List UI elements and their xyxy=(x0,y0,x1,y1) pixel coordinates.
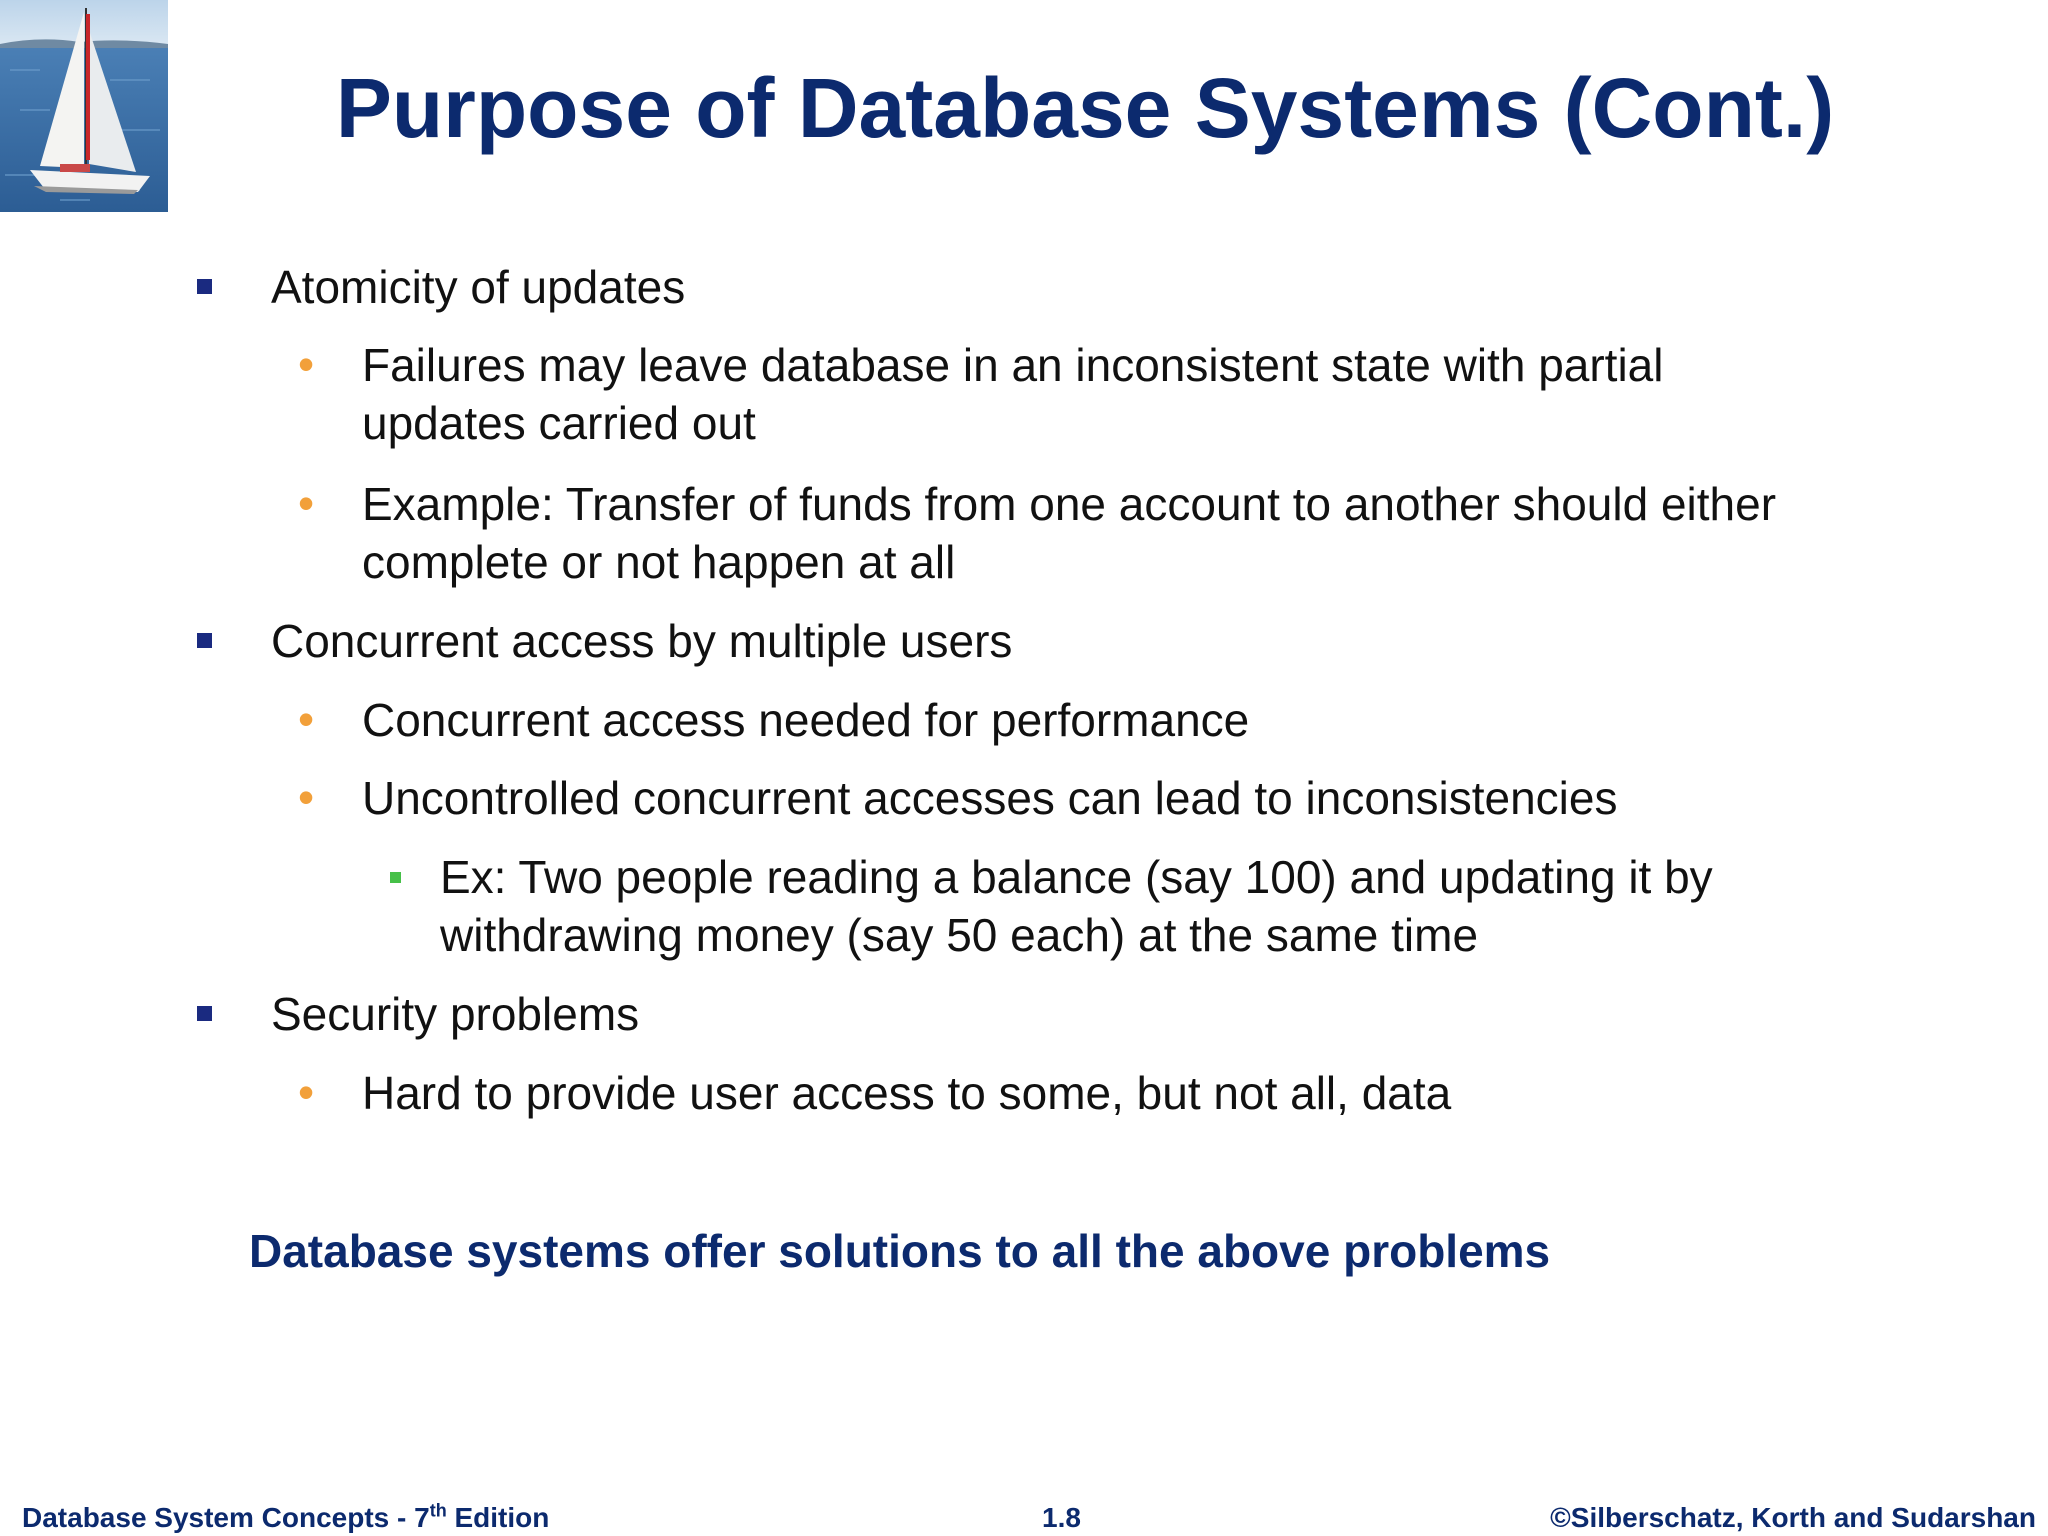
bullet-text: Hard to provide user access to some, but not all, data xyxy=(362,1067,1452,1119)
green-square-bullet-icon xyxy=(390,872,401,883)
dot-bullet-icon: • xyxy=(298,338,315,390)
footer-title-suffix: Edition xyxy=(446,1502,550,1533)
bullet-atomicity xyxy=(271,258,685,316)
conclusion-text: Database systems offer solutions to all the above problems xyxy=(249,1225,1551,1277)
bullet-line: withdrawing money (say 50 each) at the same time xyxy=(440,909,1479,961)
bullet-line: updates carried out xyxy=(362,397,756,449)
sailboat-logo xyxy=(0,0,168,212)
dot-bullet-icon: • xyxy=(298,771,315,823)
bullet-text: Atomicity of updates xyxy=(271,261,686,313)
bullet-text: Concurrent access by multiple users xyxy=(271,615,1013,667)
bullet-security xyxy=(271,985,639,1043)
bullet-text: Concurrent access needed for performance xyxy=(362,694,1250,746)
footer-page-number: 1.8 xyxy=(1042,1502,1081,1533)
footer-title-prefix: Database System Concepts - 7 xyxy=(22,1502,430,1533)
bullet-failures xyxy=(298,336,1664,452)
square-bullet-icon xyxy=(197,279,212,294)
bullet-concurrent-access xyxy=(271,612,1012,670)
bullet-text: Security problems xyxy=(271,988,640,1040)
bullet-ex-balance xyxy=(440,848,1713,964)
bullet-uncontrolled xyxy=(298,769,1618,827)
bullet-line: Failures may leave database in an inconsistent state with partial xyxy=(362,339,1664,391)
bullet-user-access xyxy=(298,1064,1452,1122)
bullet-performance xyxy=(298,691,1250,749)
footer-title-sup: th xyxy=(429,1500,447,1521)
footer-book-title xyxy=(22,1500,549,1536)
square-bullet-icon xyxy=(197,633,212,648)
bullet-line: Ex: Two people reading a balance (say 100) and updating it by xyxy=(440,851,1713,903)
dot-bullet-icon: • xyxy=(298,693,315,745)
footer-copyright: ©Silberschatz, Korth and Sudarshan xyxy=(1550,1502,2036,1533)
bullet-text: Uncontrolled concurrent accesses can lead to inconsistencies xyxy=(362,772,1618,824)
bullet-example-transfer xyxy=(298,475,1777,591)
bullet-line: complete or not happen at all xyxy=(362,536,956,588)
dot-bullet-icon: • xyxy=(298,1066,315,1118)
bullet-line: Example: Transfer of funds from one account to another should either xyxy=(362,478,1777,530)
sailboat-icon xyxy=(0,0,168,212)
dot-bullet-icon: • xyxy=(298,477,315,529)
square-bullet-icon xyxy=(197,1006,212,1021)
slide-title: Purpose of Database Systems (Cont.) xyxy=(335,61,1835,155)
